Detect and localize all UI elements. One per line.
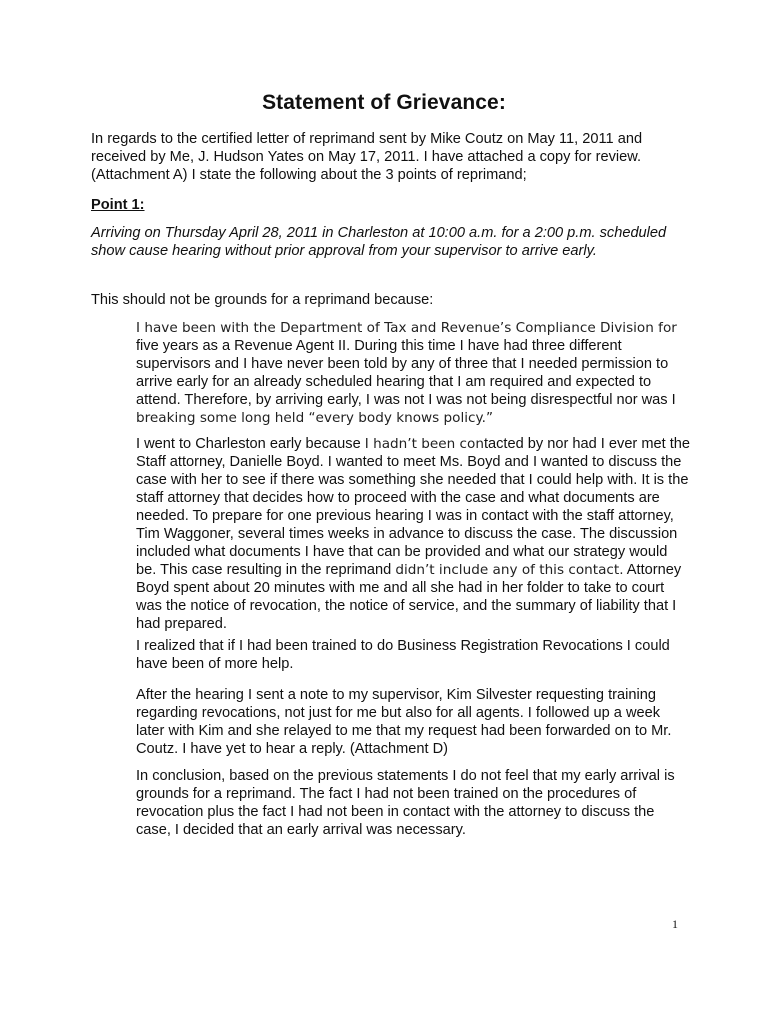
- text-run: Attorney Boyd spent about 20 minutes with me and all she had in her folder to take to court was the notice of revocation, the notice of service, and the summary of liability that I had prepared.: [136, 562, 682, 632]
- page-number: 1: [672, 917, 678, 931]
- paragraph-tenure: [136, 319, 691, 427]
- paragraph-early-arrival: [136, 435, 691, 633]
- point-heading: Point 1:: [91, 197, 145, 213]
- text-run: I went to Charleston early because: [136, 436, 365, 452]
- intro-paragraph: In regards to the certified letter of reprimand sent by Mike Coutz on May 11, 2011 and received by Me, J. Hudson Yates on May 17, 2011. I have attached a copy for review. (Attachment A) I state the following about the 3 points of reprimand;: [91, 131, 643, 183]
- document-title: Statement of Grievance:: [262, 91, 506, 114]
- lead-in-paragraph: This should not be grounds for a reprimand because:: [91, 292, 434, 308]
- paragraph-training: I realized that if I had been trained to do Business Registration Revocations I could have been of more help.: [136, 638, 670, 672]
- paragraph-follow-up: After the hearing I sent a note to my supervisor, Kim Silvester requesting training regarding revocations, not just for me but also for all agents. I followed up a week later with Kim and she relayed to me that my request had been forwarded on to Mr. Coutz. I have yet to hear a reply. (Attachment D): [136, 687, 672, 757]
- text-run: five years as a Revenue Agent II. During this time I have had three different supervisors and I have never been told by any of three that I needed permission to arrive early for an already scheduled hearing that I am required and expected to attend. Therefore, by arriving early, I was not I was not being disrespectful nor was I: [136, 338, 676, 408]
- text-run: I have been with the Department of Tax and Revenue’s Compliance Division for: [136, 320, 677, 336]
- text-run: breaking some long held “every body knows policy.”: [136, 410, 493, 426]
- point-description: Arriving on Thursday April 28, 2011 in Charleston at 10:00 a.m. for a 2:00 p.m. scheduled show cause hearing without prior approval from your supervisor to arrive early.: [91, 225, 667, 259]
- text-run: didn’t include any of this contact.: [395, 562, 624, 578]
- text-run: I hadn’t been con: [364, 436, 484, 452]
- paragraph-conclusion: In conclusion, based on the previous statements I do not feel that my early arrival is grounds for a reprimand. The fact I had not been trained on the procedures of revocation plus the fact I had not been in contact with the attorney to discuss the case, I decided that an early arrival was necessary.: [136, 768, 675, 838]
- text-run: tacted by nor had I ever met the Staff attorney, Danielle Boyd. I wanted to meet Ms. Boyd and I wanted to discuss the case with her to see if there was something she needed that I could help with. It is the staff attorney that decides how to proceed with the case and what documents are needed. To prepare for one previous hearing I was in contact with the staff attorney, Tim Waggoner, several times weeks in advance to discuss the case. The discussion included what documents I have that can be provided and what our strategy would be. This case resulting in the reprimand: [136, 436, 691, 578]
